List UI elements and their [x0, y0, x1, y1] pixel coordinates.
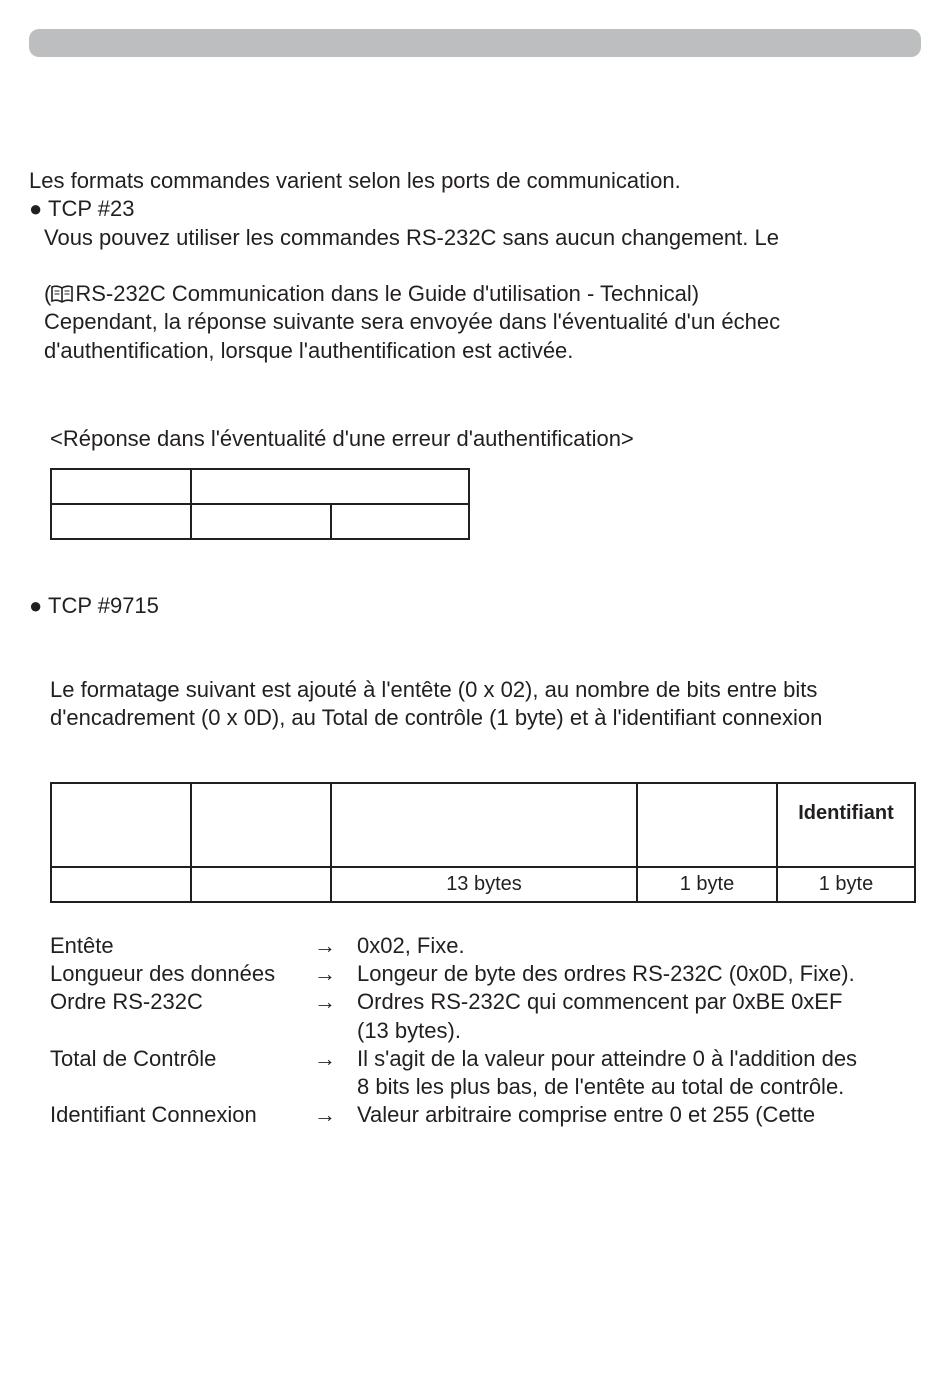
definition-desc: Il s'agit de la valeur pour atteindre 0 à l'addition des [357, 1046, 858, 1071]
format-header-cell-identifiant: Identifiant [777, 783, 915, 867]
intro-text: Les formats commandes varient selon les ports de communication. [29, 168, 681, 193]
response-caption: <Réponse dans l'éventualité d'une erreur d'authentification> [50, 426, 634, 451]
tcp23-line4: d'authentification, lorsque l'authentification est activée. [44, 338, 574, 363]
definition-term: Ordre RS-232C [50, 989, 203, 1014]
tcp9715-para-line2: d'encadrement (0 x 0D), au Total de contrôle (1 byte) et à l'identifiant connexion [50, 705, 823, 730]
size-cell: 13 bytes [331, 867, 637, 902]
definition-desc: 0x02, Fixe. [357, 933, 465, 958]
ref-text: RS-232C Communication dans le Guide d'utilisation - Technical) [75, 281, 700, 306]
format-table-header-row [51, 783, 915, 867]
size-cell: 1 byte [777, 867, 915, 902]
response-cell [51, 504, 191, 539]
response-cell [331, 504, 469, 539]
ref-open-paren: ( [44, 281, 52, 306]
size-cell [191, 867, 331, 902]
response-cell [191, 504, 331, 539]
tcp9715-para-line1: Le formatage suivant est ajouté à l'entête (0 x 02), au nombre de bits entre bits [50, 677, 818, 702]
tcp23-heading: ● TCP #23 [29, 196, 135, 221]
definition-term: Identifiant Connexion [50, 1102, 257, 1127]
format-header-cell [51, 783, 191, 867]
format-header-cell [637, 783, 777, 867]
arrow-icon: → [314, 961, 336, 986]
format-table-size-row [51, 867, 915, 902]
manual-book-icon [51, 285, 73, 303]
definition-desc-cont: 8 bits les plus bas, de l'entête au total de contrôle. [357, 1074, 845, 1099]
arrow-icon: → [314, 989, 336, 1014]
definition-term: Longueur des données [50, 961, 276, 986]
arrow-icon: → [314, 1046, 336, 1071]
response-table-row-2 [51, 504, 469, 539]
header-bar [29, 29, 921, 57]
size-cell: 1 byte [637, 867, 777, 902]
definition-desc: Longeur de byte des ordres RS-232C (0x0D, Fixe). [357, 961, 855, 986]
tcp23-reference [44, 281, 699, 307]
definition-term: Entête [50, 933, 114, 958]
definition-desc-cont: (13 bytes). [357, 1018, 461, 1043]
response-cell [51, 469, 191, 504]
response-cell [191, 469, 469, 504]
arrow-icon: → [314, 933, 336, 958]
response-table [50, 468, 470, 540]
response-table-row-1 [51, 469, 469, 504]
format-table [50, 782, 916, 903]
definition-desc: Valeur arbitraire comprise entre 0 et 255 (Cette [357, 1102, 816, 1127]
tcp23-line1: Vous pouvez utiliser les commandes RS-232C sans aucun changement. Le [44, 225, 779, 250]
format-header-cell [331, 783, 637, 867]
arrow-icon: → [314, 1102, 336, 1127]
definition-desc: Ordres RS-232C qui commencent par 0xBE 0xEF [357, 989, 843, 1014]
definition-term: Total de Contrôle [50, 1046, 217, 1071]
size-cell [51, 867, 191, 902]
tcp23-line3: Cependant, la réponse suivante sera envoyée dans l'éventualité d'un échec [44, 309, 781, 334]
tcp9715-heading: ● TCP #9715 [29, 593, 159, 618]
format-header-cell [191, 783, 331, 867]
